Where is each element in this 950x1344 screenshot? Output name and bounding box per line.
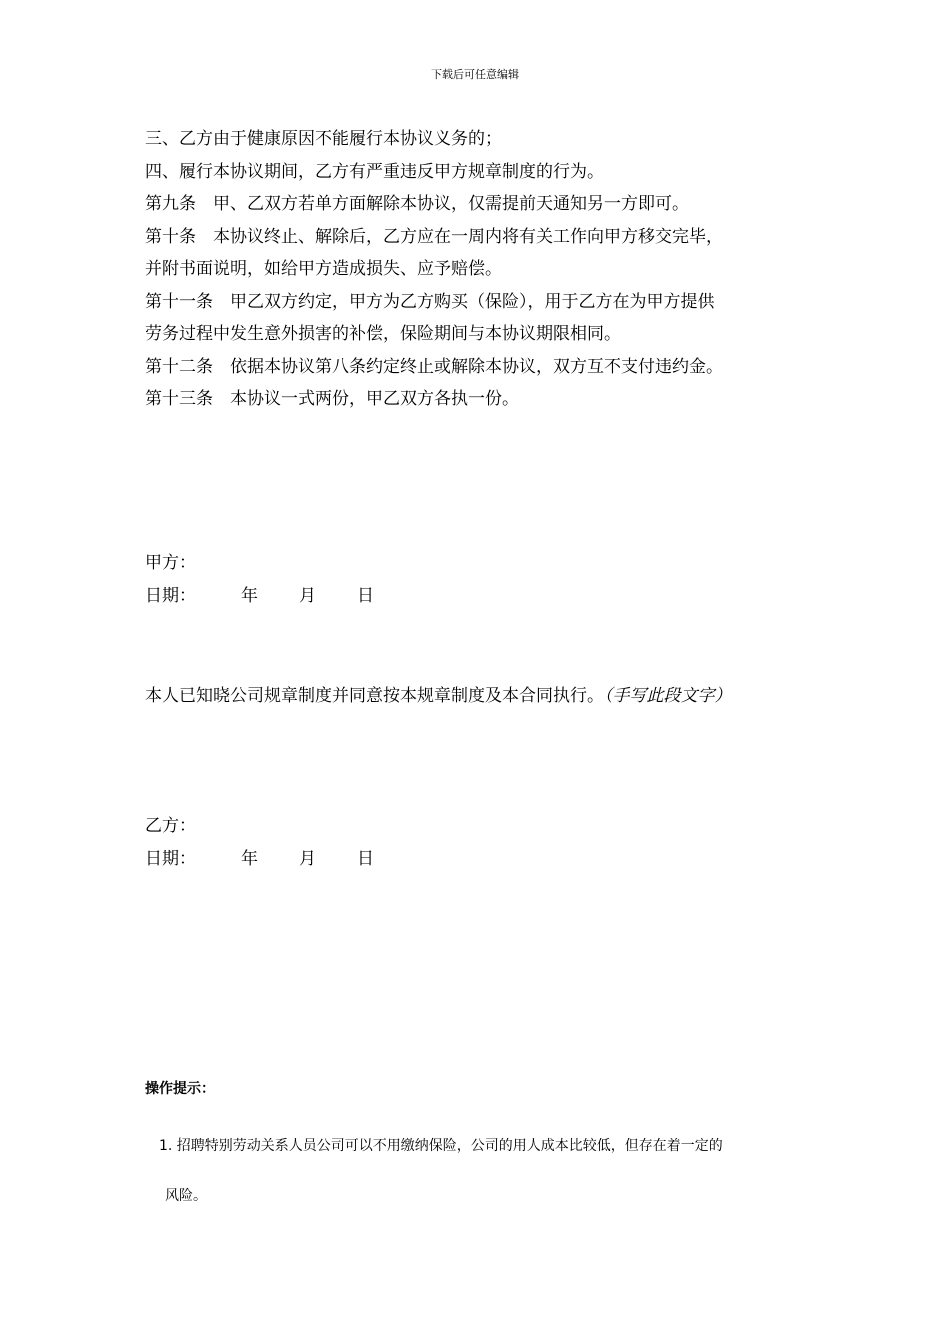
contract-clauses bbox=[145, 123, 815, 416]
party-a-label: 甲方： bbox=[145, 553, 196, 573]
date-year: 年 bbox=[241, 848, 258, 869]
date-label: 日期： bbox=[145, 585, 196, 606]
acknowledgement-statement: 本人已知晓公司规章制度并同意按本规章制度及本合同执行。 bbox=[145, 686, 604, 706]
tips-item-line: 1. 招聘特别劳动关系人员公司可以不用缴纳保险，公司的用人成本比较低，但存在着一定的 bbox=[159, 1138, 723, 1154]
party-b-label: 乙方： bbox=[145, 816, 196, 836]
date-label: 日期： bbox=[145, 848, 196, 869]
tips-item bbox=[159, 1121, 819, 1221]
clause-line: 第十条 本协议终止、解除后，乙方应在一周内将有关工作向甲方移交完毕， bbox=[145, 226, 723, 247]
clause-line: 第九条 甲、乙双方若单方面解除本协议，仅需提前天通知另一方即可。 bbox=[145, 194, 689, 214]
acknowledgement-paragraph bbox=[145, 680, 815, 713]
date-day: 日 bbox=[357, 848, 374, 869]
party-a-signature-block bbox=[145, 547, 815, 612]
date-month: 月 bbox=[299, 585, 316, 606]
handwrite-note: （手写此段文字） bbox=[604, 686, 732, 706]
acknowledgement-text bbox=[145, 680, 815, 713]
party-a-date-line bbox=[145, 580, 815, 613]
page-header: 下载后可任意编辑 bbox=[431, 68, 519, 81]
tips-item-line: 风险。 bbox=[165, 1188, 207, 1204]
date-day: 日 bbox=[357, 585, 374, 606]
date-year: 年 bbox=[241, 585, 258, 606]
party-b-date-line bbox=[145, 843, 815, 876]
clause-line: 并附书面说明，如给甲方造成损失、应予赔偿。 bbox=[145, 259, 502, 279]
tips-title: 操作提示： bbox=[145, 1081, 215, 1097]
clause-line: 第十三条 本协议一式两份，甲乙双方各执一份。 bbox=[145, 389, 519, 409]
clause-line: 第十二条 依据本协议第八条约定终止或解除本协议，双方互不支付违约金。 bbox=[145, 356, 723, 377]
party-b-signature-block bbox=[145, 810, 815, 875]
clause-line: 三、乙方由于健康原因不能履行本协议义务的； bbox=[145, 129, 502, 149]
date-month: 月 bbox=[299, 848, 316, 869]
clause-line: 四、履行本协议期间，乙方有严重违反甲方规章制度的行为。 bbox=[145, 161, 604, 182]
clause-line: 劳务过程中发生意外损害的补偿，保险期间与本协议期限相同。 bbox=[145, 324, 621, 344]
clause-line: 第十一条 甲乙双方约定，甲方为乙方购买（保险），用于乙方在为甲方提供 bbox=[145, 291, 715, 312]
